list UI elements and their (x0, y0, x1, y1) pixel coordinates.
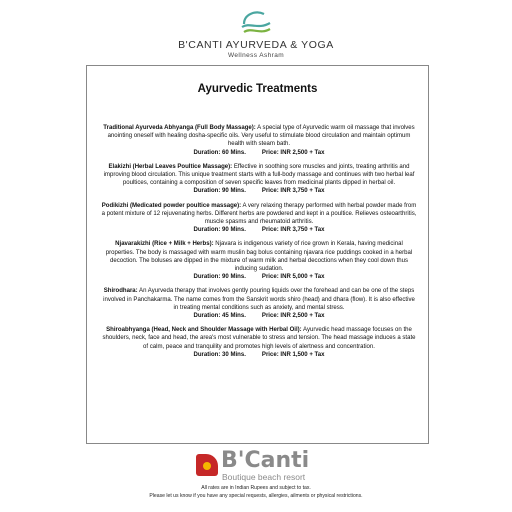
resort-logo (196, 449, 326, 483)
treatment-meta (101, 187, 417, 195)
treatment-meta (101, 149, 417, 157)
treatment-name: Elakizhi (Herbal Leaves Poultice Massage): (108, 163, 233, 170)
treatment-name: Shiroabhyanga (Head, Neck and Shoulder Massage with Herbal Oil): (106, 327, 302, 334)
treatment-meta (101, 273, 417, 281)
treatment-name: Njavarakizhi (Rice + Milk + Herbs): (115, 241, 214, 248)
treatment-duration: Duration: 45 Mins. (193, 313, 246, 320)
rates-note: All rates are in Indian Rupees and subject to tax. (201, 485, 311, 491)
page-title: Ayurvedic Treatments (197, 83, 318, 95)
resort-logo-subtitle: Boutique beach resort (222, 472, 306, 482)
treatment-meta (101, 226, 417, 234)
treatment-duration: Duration: 60 Mins. (193, 149, 246, 156)
brand-subtitle: Wellness Ashram (227, 52, 285, 59)
treatment-item (101, 240, 417, 281)
treatment-item (101, 202, 417, 235)
treatment-item (101, 163, 417, 196)
treatment-duration: Duration: 90 Mins. (193, 188, 246, 195)
treatment-name: Shirodhara: (103, 288, 138, 295)
treatment-description: Ayurvedic head massage focuses on the shoulders, neck, face and head, the area's most vulnerable to stress and tension. The head massage induces a state of calm, peace and tranquility and promotes high levels of alertness and concentration. (102, 327, 416, 350)
treatment-item (101, 124, 417, 157)
treatment-name: Podikizhi (Medicated powder poultice massage): (101, 202, 242, 209)
treatment-description: A very relaxing therapy performed with herbal powder made from a potent mixture of 12 rejuvenating herbs. Different herbs are powdered and kept in a poultice. Relieves osteoarthritis, muscle spasms and rheumatoid arthritis. (101, 202, 417, 226)
treatment-name: Traditional Ayurveda Abhyanga (Full Body Massage): (103, 125, 256, 131)
treatment-price: Price: INR 3,750 + Tax (261, 227, 325, 234)
treatment-list (101, 124, 417, 365)
treatment-description: Effective in soothing sore muscles and joints, treating arthritis and improving blood circulation. This unique treatment starts with a full-body massage and continues with two herbal leaf poultices, containing a composition of seven specific leaves from medicinal plants dipped in herbal oil. (103, 163, 415, 187)
resort-emblem-icon (196, 454, 218, 476)
brand-name: B'CANTI AYURVEDA & YOGA (178, 39, 334, 51)
treatment-item (101, 287, 417, 320)
treatment-duration: Duration: 90 Mins. (193, 227, 246, 234)
treatments-page (86, 65, 429, 444)
treatment-item (101, 326, 417, 359)
requests-note: Please let us know if you have any special requests, allergies, ailments or physical restrictions. (149, 493, 363, 499)
resort-logo-name: B'Canti (221, 448, 310, 473)
treatment-price: Price: INR 2,500 + Tax (261, 313, 325, 320)
treatment-price: Price: INR 1,500 + Tax (261, 351, 325, 358)
treatment-description: A special type of Ayurvedic warm oil massage that involves anointing oneself with healing dosha-specific oils. Very useful to stimulate blood circulation and maintain optimum health with steam bath. (107, 125, 415, 148)
treatment-price: Price: INR 2,500 + Tax (261, 149, 325, 156)
treatment-duration: Duration: 30 Mins. (193, 351, 246, 358)
treatment-description: Njavara is indigenous variety of rice grown in Kerala, having medicinal properties. The body is massaged with warm muslin bag bolus containing njavara rice puddings cooked in a herbal decoction. The boluses are dipped in the mixture of warm milk and herbal decoctions when they cool down thus inducing sudation. (105, 241, 413, 273)
treatment-meta (101, 312, 417, 320)
treatment-price: Price: INR 5,000 + Tax (261, 274, 325, 281)
wave-logo-icon (236, 8, 276, 38)
treatment-price: Price: INR 3,750 + Tax (261, 188, 325, 195)
treatment-description: An Ayurveda therapy that involves gently pouring liquids over the forehead and can be one of the steps involved in Panchakarma. The name comes from the Sanskrit words shiro (head) and dhara (flow). It is also effective in treating mental conditions such as anxiety, and mental stress. (103, 288, 415, 311)
treatment-duration: Duration: 90 Mins. (193, 274, 246, 281)
treatment-meta (101, 351, 417, 359)
header (0, 0, 512, 62)
